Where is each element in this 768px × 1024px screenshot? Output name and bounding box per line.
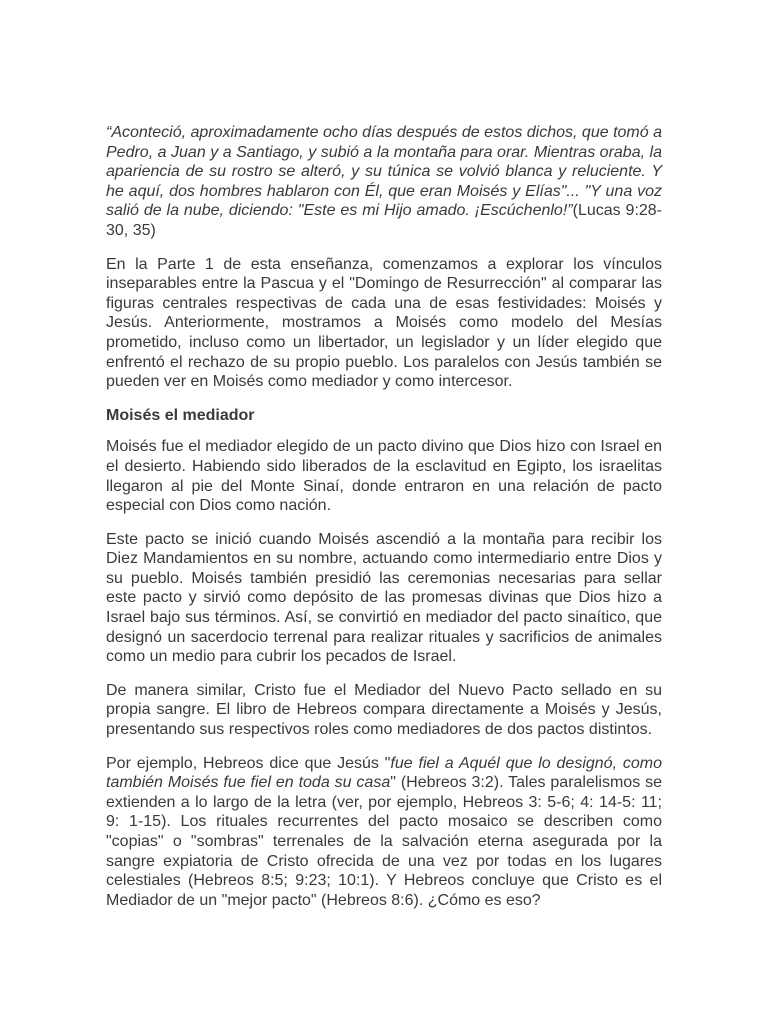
section-heading: Moisés el mediador xyxy=(106,406,255,424)
document-page xyxy=(106,123,662,924)
quote-reference: (Lucas 9:28-30, 35) xyxy=(106,202,663,239)
paragraph-mediator-1: Moisés fue el mediador elegido de un pacto divino que Dios hizo con Israel en el desierto. Habiendo sido liberados de la esclavitud en Egipto, los israelitas llegaron al pie del Monte Sinaí, donde entraron en una relación de pacto especial con Dios como nación. xyxy=(106,438,662,515)
intro-paragraph: En la Parte 1 de esta enseñanza, comenzamos a explorar los vínculos inseparables entre la Pascua y el "Domingo de Resurrección" al comparar las figuras centrales respectivas de cada una de esas festividades: Moisés y Jesús. Anteriormente, mostramos a Moisés como modelo del Mesías prometido, incluso como un libertador, un legislador y un líder elegido que enfrentó el rechazo de su propio pueblo. Los paralelos con Jesús también se pueden ver en Moisés como mediador y como intercesor. xyxy=(106,255,662,391)
paragraph-4-before: Por ejemplo, Hebreos dice que Jesús " xyxy=(106,754,391,772)
paragraph-mediator-4 xyxy=(106,754,662,911)
opening-quote xyxy=(106,123,662,241)
quote-text: “Aconteció, aproximadamente ocho días después de estos dichos, que tomó a Pedro, a Juan y a Santiago, y subió a la montaña para orar. Mientras oraba, la apariencia de su rostro se alteró, y su túnica se volvió blanca y reluciente. Y he aquí, dos hombres hablaron con Él, que eran Moisés y Elías"... "Y una voz salió de la nube, diciendo: "Este es mi Hijo amado. ¡Escúchenlo!” xyxy=(106,124,662,220)
hebrews-quote: fue fiel a Aquél que lo designó, como también Moisés fue fiel en toda su casa xyxy=(106,754,662,792)
paragraph-mediator-2: Este pacto se inició cuando Moisés ascendió a la montaña para recibir los Diez Mandamientos en su nombre, actuando como intermediario entre Dios y su pueblo. Moisés también presidió las ceremonias necesarias para sellar este pacto y sirvió como depósito de las promesas divinas que Dios hizo a Israel bajo sus términos. Así, se convirtió en mediador del pacto sinaítico, que designó un sacerdocio terrenal para realizar rituales y sacrificios de animales como un medio para cubrir los pecados de Israel. xyxy=(106,530,662,666)
paragraph-4-after: " (Hebreos 3:2). Tales paralelismos se extienden a lo largo de la letra (ver, por ejemplo, Hebreos 3: 5-6; 4: 14-5: 11; 9: 1-15). Los rituales recurrentes del pacto mosaico se describen como "copias" o "sombras" terrenales de la salvación eterna asegurada por la sangre expiatoria de Cristo ofrecida de una vez por todas en los lugares celestiales (Hebreos 8:5; 9:23; 10:1). Y Hebreos concluye que Cristo es el Mediador de un "mejor pacto" (Hebreos 8:6). ¿Cómo es eso? xyxy=(106,774,663,909)
paragraph-mediator-3: De manera similar, Cristo fue el Mediador del Nuevo Pacto sellado en su propia sangre. El libro de Hebreos compara directamente a Moisés y Jesús, presentando sus respectivos roles como mediadores de dos pactos distintos. xyxy=(106,681,662,739)
